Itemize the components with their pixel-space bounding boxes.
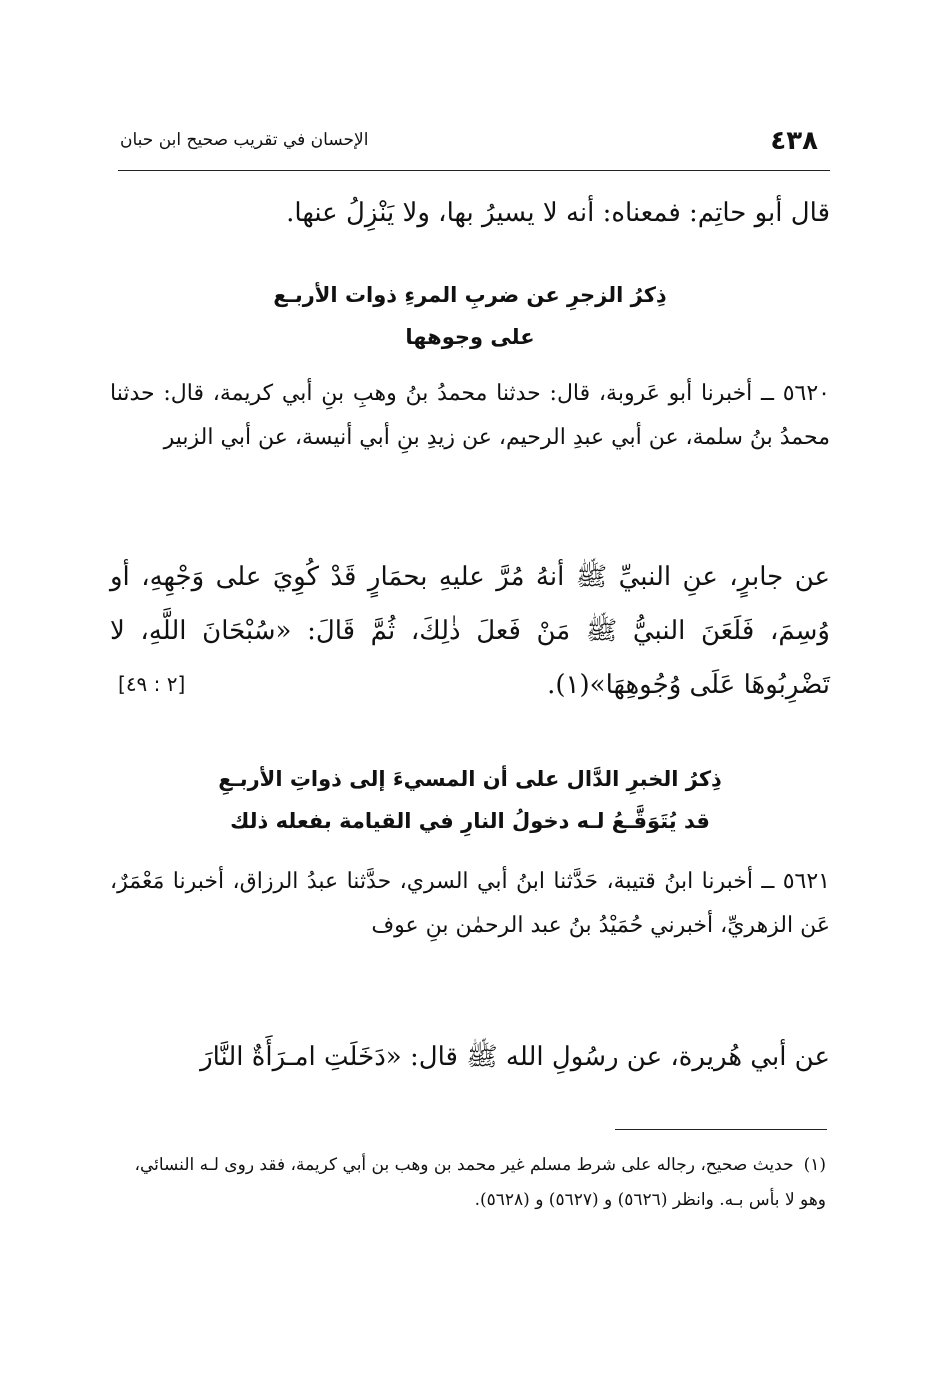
section1-isnad-text: ٥٦٢٠ ــ أخبرنا أبو عَروبة، قال: حدثنا محمدُ بنُ وهبِ بنِ أبي كريمة، قال: حدثنا محمدُ بنُ سلمة، عن أبي عبدِ الرحيم، عن زيدِ بنِ أبي أنيسة، عن أبي الزبير — [110, 381, 830, 450]
footnote-number: (١) — [803, 1155, 826, 1175]
page-header — [120, 126, 826, 166]
header-rule — [118, 170, 830, 171]
section2-isnad — [110, 860, 830, 948]
section1-heading — [110, 274, 830, 358]
intro-paragraph: قال أبو حاتِم: فمعناه: أنه لا يسيرُ بها، ولا يَنْزِلُ عنها. — [286, 198, 830, 228]
footnote-rule — [615, 1129, 827, 1130]
section2-heading-line2: قد يُتَوَقَّـعُ لـه دخولُ النارِ في القيامة بفعله ذلك — [230, 809, 710, 833]
footnote-item — [120, 1148, 826, 1218]
section1-matn — [110, 550, 830, 712]
section2-heading-line1: ذِكرُ الخبرِ الدَّال على أن المسيءَ إلى ذواتِ الأربـعِ — [218, 767, 722, 791]
page-number: ٤٣٨ — [770, 126, 818, 156]
footnote-text: حديث صحيح، رجاله على شرط مسلم غير محمد بن وهب بن أبي كريمة، فقد روى لـه النسائي، وهو لا بأس بـه. وانظر (٥٦٢٦) و (٥٦٢٧) و (٥٦٢٨). — [134, 1155, 826, 1210]
section1-heading-line1: ذِكرُ الزجرِ عن ضربِ المرءِ ذوات الأربـع — [273, 283, 667, 307]
footnotes — [120, 1148, 826, 1218]
section2-matn — [110, 1030, 870, 1084]
section2-isnad-text: ٥٦٢١ ــ أخبرنا ابنُ قتيبة، حَدَّثنا ابنُ أبي السري، حدَّثنا عبدُ الرزاق، أخبرنا مَعْمَرٌ، عَن الزهريِّ، أخبرني حُمَيْدُ بنُ عبد الرحمٰن بنِ عوف — [110, 869, 830, 938]
section1-matn-text: عن جابرٍ، عنِ النبيِّ ﷺ أنهُ مُرَّ عليهِ بحمَارٍ قَدْ كُوِيَ على وَجْهِهِ، أو وُسِمَ، فَلَعَنَ النبيُّ ﷺ مَنْ فَعلَ ذٰلِكَ، ثُمَّ قَالَ: «سُبْحَانَ اللَّهِ، لا تَضْرِبُوهَا عَلَى وُجُوهِهَا»(١). — [110, 562, 830, 700]
section2-heading — [110, 758, 830, 842]
hadith-reference: [٢ : ٤٩] — [118, 672, 186, 696]
section1-isnad — [110, 372, 830, 460]
section2-matn-text: عن أبي هُريرة، عن رسُولِ الله ﷺ قال: «دَخَلَتِ امـرَأَةٌ النَّارَ — [200, 1042, 830, 1072]
running-title: الإحسان في تقريب صحيح ابن حبان — [120, 130, 369, 150]
section1-heading-line2: على وجوهها — [405, 325, 535, 349]
